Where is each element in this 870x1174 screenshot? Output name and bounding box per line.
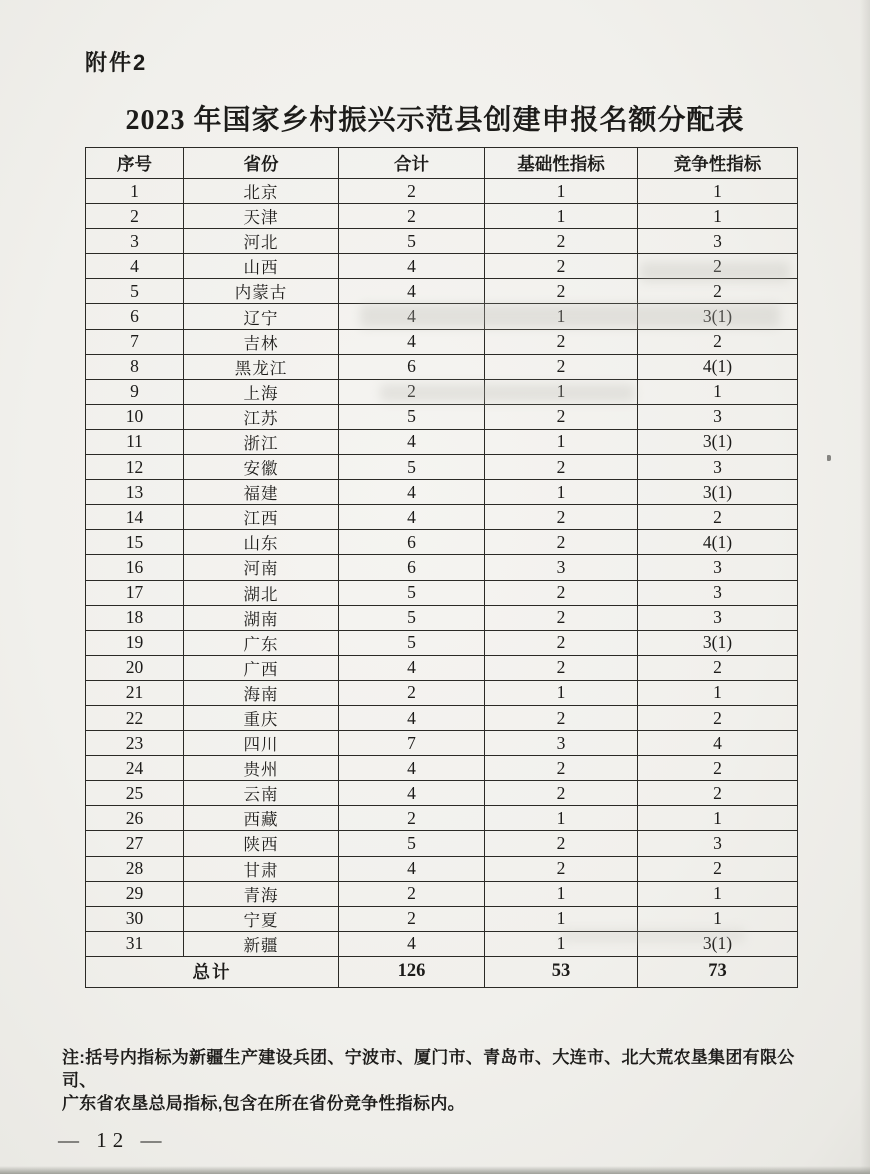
cell-index: 15 (86, 530, 184, 555)
table-row (86, 731, 798, 756)
cell-basic-indicator: 3 (485, 555, 638, 580)
cell-total: 5 (339, 580, 485, 605)
cell-total: 5 (339, 630, 485, 655)
footnote-line-2: 广东省农垦总局指标,包含在所在省份竞争性指标内。 (62, 1093, 465, 1113)
cell-index: 21 (86, 680, 184, 705)
cell-total: 5 (339, 831, 485, 856)
cell-basic-indicator: 1 (485, 931, 638, 956)
cell-province: 海南 (184, 680, 339, 705)
cell-basic-indicator: 1 (485, 179, 638, 204)
cell-competitive-indicator: 1 (638, 204, 798, 229)
cell-competitive-indicator: 4 (638, 731, 798, 756)
table-row (86, 931, 798, 956)
cell-index: 30 (86, 906, 184, 931)
cell-total: 6 (339, 354, 485, 379)
cell-index: 12 (86, 455, 184, 480)
column-header-competitive: 竞争性指标 (638, 148, 798, 179)
cell-index: 8 (86, 354, 184, 379)
cell-total: 2 (339, 906, 485, 931)
cell-basic-indicator: 2 (485, 354, 638, 379)
cell-index: 13 (86, 480, 184, 505)
table-row (86, 279, 798, 304)
table-header-row (86, 148, 798, 179)
cell-total: 5 (339, 605, 485, 630)
total-basic: 53 (485, 956, 638, 987)
scan-edge-shadow-right (860, 0, 870, 1174)
cell-index: 5 (86, 279, 184, 304)
total-competitive: 73 (638, 956, 798, 987)
cell-province: 安徽 (184, 455, 339, 480)
cell-competitive-indicator: 3(1) (638, 304, 798, 329)
table-row (86, 705, 798, 730)
cell-province: 浙江 (184, 429, 339, 454)
cell-total: 5 (339, 404, 485, 429)
cell-competitive-indicator: 3 (638, 404, 798, 429)
footnote-line-1: 注:括号内指标为新疆生产建设兵团、宁波市、厦门市、青岛市、大连市、北大荒农垦集团有限公司、 (62, 1048, 795, 1090)
cell-index: 29 (86, 881, 184, 906)
cell-index: 2 (86, 204, 184, 229)
cell-province: 湖北 (184, 580, 339, 605)
cell-basic-indicator: 2 (485, 279, 638, 304)
cell-total: 4 (339, 705, 485, 730)
cell-competitive-indicator: 3 (638, 555, 798, 580)
table-row (86, 354, 798, 379)
table-row (86, 455, 798, 480)
cell-index: 22 (86, 705, 184, 730)
cell-index: 23 (86, 731, 184, 756)
cell-index: 10 (86, 404, 184, 429)
cell-province: 四川 (184, 731, 339, 756)
cell-province: 吉林 (184, 329, 339, 354)
cell-basic-indicator: 1 (485, 304, 638, 329)
table-row (86, 379, 798, 404)
cell-index: 27 (86, 831, 184, 856)
table-row (86, 680, 798, 705)
cell-basic-indicator: 2 (485, 229, 638, 254)
cell-competitive-indicator: 2 (638, 655, 798, 680)
cell-competitive-indicator: 3 (638, 229, 798, 254)
table-row (86, 881, 798, 906)
cell-basic-indicator: 3 (485, 731, 638, 756)
cell-province: 山西 (184, 254, 339, 279)
cell-competitive-indicator: 3 (638, 455, 798, 480)
cell-basic-indicator: 1 (485, 480, 638, 505)
cell-index: 17 (86, 580, 184, 605)
cell-province: 福建 (184, 480, 339, 505)
table-row (86, 530, 798, 555)
cell-total: 4 (339, 756, 485, 781)
total-sum: 126 (339, 956, 485, 987)
table-row (86, 756, 798, 781)
cell-total: 2 (339, 179, 485, 204)
cell-index: 4 (86, 254, 184, 279)
cell-total: 2 (339, 379, 485, 404)
cell-basic-indicator: 1 (485, 204, 638, 229)
cell-basic-indicator: 1 (485, 906, 638, 931)
table-row (86, 906, 798, 931)
table-row (86, 179, 798, 204)
cell-province: 陕西 (184, 831, 339, 856)
table-row (86, 404, 798, 429)
cell-basic-indicator: 2 (485, 781, 638, 806)
cell-province: 山东 (184, 530, 339, 555)
cell-province: 重庆 (184, 705, 339, 730)
cell-basic-indicator: 2 (485, 455, 638, 480)
table-row (86, 806, 798, 831)
cell-competitive-indicator: 4(1) (638, 530, 798, 555)
column-header-index: 序号 (86, 148, 184, 179)
cell-total: 4 (339, 505, 485, 530)
cell-province: 甘肃 (184, 856, 339, 881)
cell-competitive-indicator: 3(1) (638, 630, 798, 655)
cell-index: 26 (86, 806, 184, 831)
cell-total: 5 (339, 229, 485, 254)
cell-competitive-indicator: 3 (638, 831, 798, 856)
cell-province: 湖南 (184, 605, 339, 630)
cell-basic-indicator: 2 (485, 329, 638, 354)
cell-competitive-indicator: 2 (638, 329, 798, 354)
cell-province: 新疆 (184, 931, 339, 956)
table-row (86, 229, 798, 254)
cell-province: 上海 (184, 379, 339, 404)
cell-index: 16 (86, 555, 184, 580)
cell-basic-indicator: 2 (485, 254, 638, 279)
cell-province: 河南 (184, 555, 339, 580)
table-row (86, 630, 798, 655)
table-row (86, 429, 798, 454)
cell-province: 贵州 (184, 756, 339, 781)
cell-index: 14 (86, 505, 184, 530)
scan-edge-shadow-bottom (0, 1166, 870, 1174)
cell-competitive-indicator: 3 (638, 580, 798, 605)
cell-province: 青海 (184, 881, 339, 906)
cell-competitive-indicator: 1 (638, 906, 798, 931)
cell-total: 2 (339, 881, 485, 906)
cell-province: 河北 (184, 229, 339, 254)
cell-total: 4 (339, 480, 485, 505)
cell-total: 4 (339, 279, 485, 304)
cell-competitive-indicator: 1 (638, 379, 798, 404)
cell-competitive-indicator: 2 (638, 254, 798, 279)
cell-province: 北京 (184, 179, 339, 204)
cell-competitive-indicator: 2 (638, 756, 798, 781)
cell-competitive-indicator: 2 (638, 505, 798, 530)
table-row (86, 204, 798, 229)
cell-total: 6 (339, 530, 485, 555)
cell-competitive-indicator: 3(1) (638, 480, 798, 505)
table-row (86, 605, 798, 630)
cell-province: 江苏 (184, 404, 339, 429)
cell-basic-indicator: 2 (485, 856, 638, 881)
cell-total: 4 (339, 329, 485, 354)
cell-basic-indicator: 2 (485, 505, 638, 530)
cell-index: 7 (86, 329, 184, 354)
table-row (86, 555, 798, 580)
cell-province: 黑龙江 (184, 354, 339, 379)
cell-basic-indicator: 1 (485, 429, 638, 454)
cell-index: 18 (86, 605, 184, 630)
cell-total: 2 (339, 806, 485, 831)
table-row (86, 655, 798, 680)
cell-index: 11 (86, 429, 184, 454)
table-row (86, 831, 798, 856)
cell-total: 6 (339, 555, 485, 580)
table-row (86, 254, 798, 279)
cell-index: 31 (86, 931, 184, 956)
cell-competitive-indicator: 3 (638, 605, 798, 630)
cell-competitive-indicator: 4(1) (638, 354, 798, 379)
table-row (86, 505, 798, 530)
cell-province: 辽宁 (184, 304, 339, 329)
cell-competitive-indicator: 1 (638, 179, 798, 204)
cell-competitive-indicator: 2 (638, 279, 798, 304)
table-row (86, 580, 798, 605)
cell-basic-indicator: 1 (485, 680, 638, 705)
cell-index: 1 (86, 179, 184, 204)
cell-basic-indicator: 2 (485, 630, 638, 655)
cell-basic-indicator: 2 (485, 705, 638, 730)
cell-basic-indicator: 1 (485, 806, 638, 831)
cell-competitive-indicator: 2 (638, 781, 798, 806)
cell-total: 5 (339, 455, 485, 480)
cell-competitive-indicator: 2 (638, 705, 798, 730)
table-row (86, 856, 798, 881)
cell-index: 3 (86, 229, 184, 254)
table-row (86, 781, 798, 806)
attachment-label: 附件2 (85, 50, 148, 75)
cell-province: 宁夏 (184, 906, 339, 931)
cell-total: 4 (339, 781, 485, 806)
cell-basic-indicator: 1 (485, 881, 638, 906)
cell-province: 广西 (184, 655, 339, 680)
page-number: — 12 — (58, 1128, 168, 1152)
cell-province: 西藏 (184, 806, 339, 831)
cell-competitive-indicator: 1 (638, 806, 798, 831)
cell-basic-indicator: 2 (485, 404, 638, 429)
scan-speck-artifact (827, 455, 831, 461)
cell-index: 24 (86, 756, 184, 781)
cell-province: 内蒙古 (184, 279, 339, 304)
column-header-province: 省份 (184, 148, 339, 179)
cell-total: 7 (339, 731, 485, 756)
table-row (86, 329, 798, 354)
cell-index: 20 (86, 655, 184, 680)
cell-total: 4 (339, 254, 485, 279)
quota-allocation-table (85, 147, 798, 988)
cell-competitive-indicator: 2 (638, 856, 798, 881)
cell-competitive-indicator: 1 (638, 881, 798, 906)
cell-competitive-indicator: 1 (638, 680, 798, 705)
cell-total: 4 (339, 304, 485, 329)
cell-total: 4 (339, 931, 485, 956)
cell-competitive-indicator: 3(1) (638, 931, 798, 956)
cell-index: 28 (86, 856, 184, 881)
cell-basic-indicator: 2 (485, 605, 638, 630)
cell-basic-indicator: 2 (485, 530, 638, 555)
page-title: 2023 年国家乡村振兴示范县创建申报名额分配表 (125, 105, 745, 136)
cell-basic-indicator: 2 (485, 655, 638, 680)
table-body (86, 179, 798, 957)
column-header-total: 合计 (339, 148, 485, 179)
column-header-basic: 基础性指标 (485, 148, 638, 179)
cell-basic-indicator: 1 (485, 379, 638, 404)
table-row (86, 304, 798, 329)
cell-total: 2 (339, 204, 485, 229)
table-row (86, 480, 798, 505)
cell-index: 9 (86, 379, 184, 404)
cell-total: 2 (339, 680, 485, 705)
total-row (86, 956, 798, 987)
cell-index: 19 (86, 630, 184, 655)
cell-total: 4 (339, 429, 485, 454)
footnote (62, 1047, 814, 1115)
cell-province: 江西 (184, 505, 339, 530)
cell-province: 天津 (184, 204, 339, 229)
total-label: 总计 (86, 956, 339, 987)
cell-basic-indicator: 2 (485, 580, 638, 605)
cell-province: 云南 (184, 781, 339, 806)
cell-total: 4 (339, 856, 485, 881)
cell-index: 6 (86, 304, 184, 329)
cell-province: 广东 (184, 630, 339, 655)
cell-competitive-indicator: 3(1) (638, 429, 798, 454)
cell-basic-indicator: 2 (485, 831, 638, 856)
cell-basic-indicator: 2 (485, 756, 638, 781)
cell-total: 4 (339, 655, 485, 680)
cell-index: 25 (86, 781, 184, 806)
